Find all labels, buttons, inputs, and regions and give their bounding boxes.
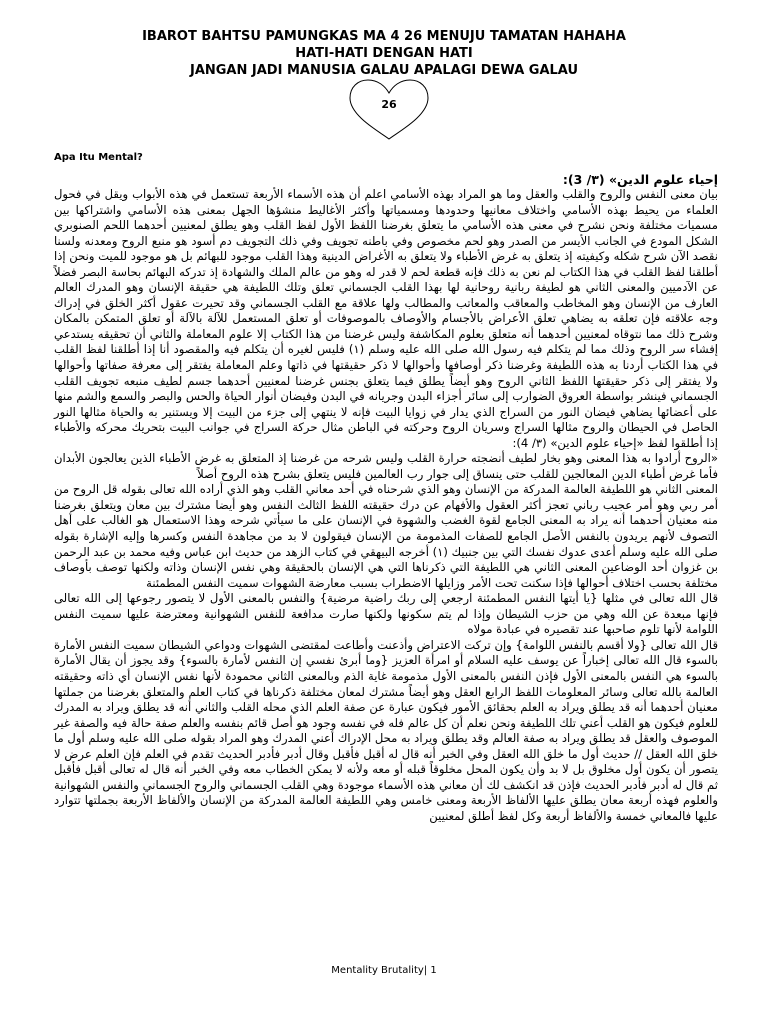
- article-title: إحياء علوم الدين» (٣/ 3):: [562, 172, 718, 187]
- article-paragraph-1: بيان معنى النفس والروح والقلب والعقل وما هو المراد بهذه الأسامي اعلم أن هذه الأسماء الأربعة تستعمل في هذه الأبواب ويقل في فحول العلماء من يحيط بهذه الأسامي واختلاف معانيها وحدودها ومسمياتها وأكثر الأغاليط منشؤها الجهل بمعنى هذه الأسامي واشتراكها بين مسميات مختلفة ونحن نشرح في معنى هذه الأسامي ما يتعلق بغرضنا اللفظ الأول لفظ القلب وهو يطلق لمعنيين أحدهما اللحم الصنوبري الشكل المودع في الجانب الأيسر من الصدر وهو لحم مخصوص وفي باطنه تجويف وفي ذلك التجويف دم أسود هو منبع الروح ومعدنه ولسنا نقصد الآن شرح شكله وكيفيته إذ يتعلق به غرض الأطباء ولا يتعلق به الأغراض الدينية وهذا القلب موجود للبهائم بل هو موجود للميت ونحن إذا أطلقنا لفظ القلب في هذا الكتاب لم نعن به ذلك فإنه قطعة لحم لا قدر له وهو من عالم الملك والشهادة إذ تدركه البهائم بحاسة البصر فضلاً عن الآدميين والمعنى الثاني هو لطيفة ربانية روحانية لها بهذا القلب الجسماني تعلق وتلك اللطيفة هي حقيقة الإنسان وهو المدرك العالم العارف من الإنسان وهو المخاطب والمعاقب والمعاتب والمطالب ولها علاقة مع القلب الجسماني وقد تحيرت عقول أكثر الخلق في إدراك وجه علاقته فإن تعلقه به يضاهي تعلق الأعراض بالأجسام والأوصاف بالموصوفات أو تعلق المستعمل للآلة بالآلة أو تعلق المتمكن بالمكان وشرح ذلك مما نتوقاه لمعنيين أحدهما أنه متعلق بعلوم المكاشفة وليس غرضنا من هذا الكتاب إلا علوم المعاملة والثاني أن تحقيقه يستدعي إفشاء سر الروح وذلك مما لم يتكلم فيه رسول الله صلى الله عليه وسلم (١) فليس لغيره أن يتكلم فيه والمقصود أنا إذا أطلقنا لفظ القلب في هذا الكتاب أردنا به هذه اللطيفة وغرضنا ذكر أوصافها وأحوالها لا ذكر حقيقتها في ذاتها وعلم المعاملة يفتقر إلى معرفة صفاتها وأحوالها ولا يفتقر إلى ذكر حقيقتها اللفظ الثاني الروح وهو أيضاً يطلق فيما يتعلق بجنس غرضنا لمعنيين أحدهما جسم لطيف منبعه تجويف القلب الجسماني فينشر بواسطة العروق الضوارب إلى سائر أجزاء البدن وجريانه في البدن وفيضان أنوار الحياة والحس والبصر والسمع والشم منها على أعضائها يضاهي فيضان النور من السراج الذي يدار في زوايا البيت فإنه لا ينتهي إلى جزء من البيت إلا ويستنير به والحياة مثالها النور الحاصل في الحيطان والروح مثالها السراج وسريان الروح وحركته في الباطن مثال حركة السراج في جوانب البيت بتحريك محركه والأطباء إذا أطلقوا لفظ «إحياء علوم الدين» (٣/ 4):: [54, 187, 718, 450]
- header-line-2: HATI-HATI DENGAN HATI: [295, 46, 473, 61]
- header-line-3: JANGAN JADI MANUSIA GALAU APALAGI DEWA GALAU: [189, 63, 579, 78]
- section-question: Apa Itu Mental?: [54, 152, 143, 163]
- header-line-1: IBAROT BAHTSU PAMUNGKAS MA 4 26 MENUJU TAMATAN HAHAHA: [142, 29, 626, 44]
- article-paragraph-3: المعنى الثاني هو اللطيفة العالمة المدركة من الإنسان وهو الذي شرحناه في أحد معاني القلب وهو الذي أراده الله تعالى بقوله قل الروح من أمر ربي وهو أمر عجيب رباني تعجز أكثر العقول والأفهام عن درك حقيقته اللفظ الثالث النفس وهو أيضا مشترك بين معان ويتعلق بغرضنا منه معنيان أحدهما أنه يراد به المعنى الجامع لقوة الغضب والشهوة في الإنسان على ما سيأتي شرحه وهذا الاستعمال هو الغالب على أهل التصوف لأنهم يريدون بالنفس الأصل الجامع للصفات المذمومة من الإنسان فيقولون لا بد من مجاهدة النفس وكسرها وإليه الإشارة بقوله صلى الله عليه وسلم أعدى عدوك نفسك التي بين جنبيك (١) أخرجه البيهقي في كتاب الزهد من حديث ابن عباس وفيه محمد بن عبد الرحمن بن غزوان أحد الوضاعين المعنى الثاني هي اللطيفة التي ذكرناها التي هي الإنسان بالحقيقة وهي نفس الإنسان وذاته ولكنها توصف بأوصاف مختلفة بحسب اختلاف أحوالها فإذا سكنت تحت الأمر وزايلها الاضطراب بسبب معارضة الشهوات سميت النفس المطمئنة: [54, 482, 718, 590]
- article-paragraph-5: قال الله تعالى {ولا أقسم بالنفس اللوامة} وإن تركت الاعتراض وأذعنت وأطاعت لمقتضى الشهوات ودواعي الشيطان سميت النفس الأمارة بالسوء قال الله تعالى إخباراً عن يوسف عليه السلام أو امرأة العزيز {وما أبرئ نفسي إن النفس لأمارة بالسوء} وقد يجوز أن يقال الأمارة بالسوء هي النفس بالمعنى الأول فإذن النفس بالمعنى الأول مذمومة غاية الذم وبالمعنى الثاني محمودة لأنها نفس الإنسان أي ذاته وحقيقته العالمة بالله تعالى وسائر المعلومات اللفظ الرابع العقل وهو أيضاً مشترك لمعان مختلفة ذكرناها في كتاب العلم والمتعلق بغرضنا من جملتها معنيان أحدهما أنه قد يطلق ويراد به العلم بحقائق الأمور فيكون عبارة عن صفة العلم الذي محله القلب والثاني أنه قد يطلق ويراد به المدرك للعلوم فيكون هو القلب أعني تلك اللطيفة ونحن نعلم أن كل عالم فله في نفسه وجود هو أصل قائم بنفسه والعلم صفة حالة فيه والصفة غير الموصوف والعقل قد يطلق ويراد به صفة العالم وقد يطلق ويراد به محل الإدراك أعني المدرك وهو المراد بقوله صلى الله عليه وسلم أول ما خلق الله العقل // حديث أول ما خلق الله العقل وفي الخبر أنه قال له أقبل فأقبل وقال أدبر فأدبر الحديث تقدم في العلم فإن العلم عرض لا يتصور أن يكون أول مخلوق بل لا بد وأن يكون المحل مخلوقاً قبله أو معه ولأنه لا يمكن الخطاب معه وفي الخبر أنه قال له تعالى أقبل فأقبل ثم قال له أدبر فأدبر الحديث فإذن قد انكشف لك أن معاني هذه الأسماء موجودة وهي القلب الجسماني والروح الجسماني والنفس الشهوانية والعلوم فهذه أربعة معان يطلق عليها الألفاظ الأربعة ومعنى خامس وهي اللطيفة العالمة المدركة من الإنسان والألفاظ الأربعة بجملتها تتوارد عليها فالمعاني خمسة والألفاظ أربعة وكل لفظ أطلق لمعنيين: [54, 637, 718, 823]
- heart-badge-number: 26: [381, 98, 397, 111]
- document-header: [0, 28, 768, 79]
- article-paragraph-4: قال الله تعالى في مثلها {يا أيتها النفس المطمئنة ارجعي إلى ربك راضية مرضية} والنفس بالمعنى الأول لا يتصور رجوعها إلى الله تعالى فإنها مبعدة عن الله وهي من حزب الشيطان وإذا لم يتم سكونها ولكنها صارت مدافعة للنفس الشهوانية ومعترضة عليها سميت النفس اللوامة لأنها تلوم صاحبها عند تقصيره في عبادة مولاه: [54, 591, 718, 637]
- arabic-article: [54, 172, 718, 824]
- article-paragraph-2: «الروح أرادوا به هذا المعنى وهو بخار لطيف أنضجته حرارة القلب وليس شرحه من غرضنا إذ المتعلق به غرض الأطباء الذين يعالجون الأبدان فأما غرض أطباء الدين المعالجين للقلب حتى ينساق إلى جوار رب العالمين فليس يتعلق بشرح هذه الروح أصلاً: [54, 451, 718, 481]
- page-footer: Mentality Brutality| 1: [331, 965, 437, 976]
